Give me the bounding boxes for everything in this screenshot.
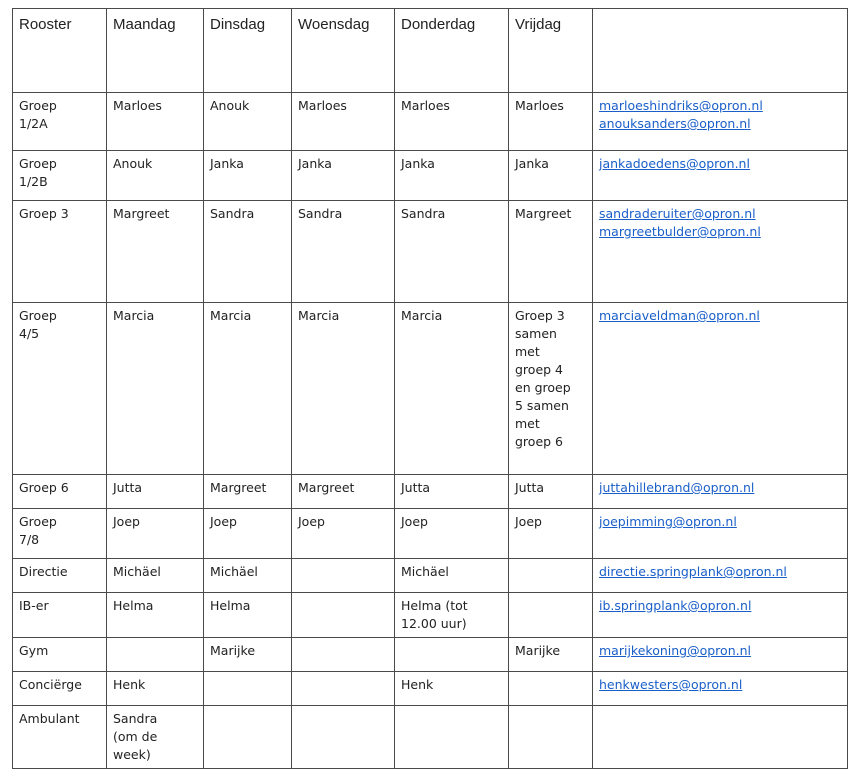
email-link[interactable]: jankadoedens@opron.nl: [599, 156, 750, 171]
cell-donderdag: [395, 475, 509, 509]
email-link[interactable]: marijkekoning@opron.nl: [599, 643, 751, 658]
cell-donderdag: [395, 593, 509, 638]
header-row: [13, 9, 848, 93]
cell-woensdag: [292, 672, 395, 706]
cell-text: groep 4: [515, 362, 563, 377]
row-label: Conciërge: [19, 677, 82, 692]
cell-text: Joep: [210, 514, 237, 529]
cell-donderdag: [395, 151, 509, 201]
cell-vrijdag: [509, 93, 593, 151]
cell-woensdag: [292, 475, 395, 509]
cell-text: Janka: [401, 156, 435, 171]
cell-vrijdag: [509, 706, 593, 769]
cell-text: Joep: [298, 514, 325, 529]
row-label: IB-er: [19, 598, 49, 613]
cell-maandag: [107, 706, 204, 769]
cell-maandag: [107, 672, 204, 706]
cell-woensdag: [292, 509, 395, 559]
row-label-cell: [13, 593, 107, 638]
cell-text: 12.00 uur): [401, 616, 467, 631]
cell-contact: [593, 706, 848, 769]
cell-dinsdag: [204, 638, 292, 672]
row-label: Groep 6: [19, 480, 69, 495]
cell-donderdag: [395, 638, 509, 672]
cell-text: Jutta: [401, 480, 431, 495]
cell-dinsdag: [204, 475, 292, 509]
cell-vrijdag: [509, 559, 593, 593]
cell-text: Sandra: [401, 206, 446, 221]
cell-text: Sandra: [113, 711, 158, 726]
cell-text: Sandra: [210, 206, 255, 221]
row-label: 7/8: [19, 532, 40, 547]
cell-contact: [593, 475, 848, 509]
cell-text: Margreet: [113, 206, 170, 221]
row-label-cell: [13, 706, 107, 769]
cell-text: Joep: [515, 514, 542, 529]
header-vrijdag: Vrijdag: [509, 9, 593, 93]
cell-text: Michäel: [210, 564, 258, 579]
table-row: [13, 93, 848, 151]
row-label: Groep: [19, 514, 57, 529]
cell-maandag: [107, 93, 204, 151]
cell-text: Janka: [515, 156, 549, 171]
cell-text: Jutta: [113, 480, 143, 495]
cell-text: Jutta: [515, 480, 545, 495]
cell-donderdag: [395, 706, 509, 769]
header-rooster: Rooster: [13, 9, 107, 93]
email-link[interactable]: henkwesters@opron.nl: [599, 677, 743, 692]
cell-dinsdag: [204, 672, 292, 706]
cell-woensdag: [292, 706, 395, 769]
cell-maandag: [107, 151, 204, 201]
cell-text: Joep: [401, 514, 428, 529]
cell-maandag: [107, 509, 204, 559]
row-label-cell: [13, 303, 107, 475]
cell-dinsdag: [204, 151, 292, 201]
cell-text: Anouk: [113, 156, 153, 171]
cell-text: Anouk: [210, 98, 250, 113]
cell-text: Margreet: [515, 206, 572, 221]
cell-maandag: [107, 593, 204, 638]
header-donderdag: Donderdag: [395, 9, 509, 93]
cell-text: samen: [515, 326, 557, 341]
cell-contact: [593, 509, 848, 559]
cell-vrijdag: [509, 672, 593, 706]
cell-dinsdag: [204, 303, 292, 475]
cell-text: 5 samen: [515, 398, 569, 413]
email-link[interactable]: marloeshindriks@opron.nl: [599, 98, 763, 113]
row-label: Gym: [19, 643, 49, 658]
cell-text: Michäel: [113, 564, 161, 579]
table-row: [13, 706, 848, 769]
row-label: Groep: [19, 98, 57, 113]
row-label-cell: [13, 201, 107, 303]
cell-text: Marloes: [515, 98, 564, 113]
email-link[interactable]: margreetbulder@opron.nl: [599, 224, 761, 239]
row-label: 1/2B: [19, 174, 48, 189]
header-contact: [593, 9, 848, 93]
cell-dinsdag: [204, 706, 292, 769]
cell-dinsdag: [204, 559, 292, 593]
table-row: [13, 303, 848, 475]
table-row: [13, 475, 848, 509]
cell-contact: [593, 93, 848, 151]
cell-text: Michäel: [401, 564, 449, 579]
cell-vrijdag: [509, 638, 593, 672]
cell-text: Marcia: [401, 308, 443, 323]
cell-text: Margreet: [298, 480, 355, 495]
row-label-cell: [13, 93, 107, 151]
email-link[interactable]: ib.springplank@opron.nl: [599, 598, 752, 613]
table-row: [13, 509, 848, 559]
cell-contact: [593, 151, 848, 201]
cell-woensdag: [292, 593, 395, 638]
cell-contact: [593, 303, 848, 475]
cell-vrijdag: [509, 151, 593, 201]
header-woensdag: Woensdag: [292, 9, 395, 93]
cell-text: en groep: [515, 380, 571, 395]
cell-text: met: [515, 416, 540, 431]
cell-contact: [593, 672, 848, 706]
cell-maandag: [107, 638, 204, 672]
row-label: Ambulant: [19, 711, 80, 726]
cell-donderdag: [395, 559, 509, 593]
cell-vrijdag: [509, 593, 593, 638]
cell-text: Henk: [113, 677, 146, 692]
row-label: Groep: [19, 308, 57, 323]
cell-woensdag: [292, 303, 395, 475]
cell-dinsdag: [204, 93, 292, 151]
cell-text: Marloes: [298, 98, 347, 113]
cell-text: Marijke: [515, 643, 561, 658]
cell-donderdag: [395, 201, 509, 303]
cell-text: groep 6: [515, 434, 563, 449]
cell-text: Sandra: [298, 206, 343, 221]
cell-woensdag: [292, 151, 395, 201]
row-label: 4/5: [19, 326, 40, 341]
cell-text: Marijke: [210, 643, 256, 658]
table-row: [13, 201, 848, 303]
row-label-cell: [13, 638, 107, 672]
email-link[interactable]: directie.springplank@opron.nl: [599, 564, 787, 579]
cell-dinsdag: [204, 509, 292, 559]
row-label-cell: [13, 672, 107, 706]
cell-donderdag: [395, 93, 509, 151]
cell-woensdag: [292, 93, 395, 151]
row-label-cell: [13, 151, 107, 201]
rooster-table: [12, 8, 848, 769]
cell-maandag: [107, 475, 204, 509]
email-link[interactable]: juttahillebrand@opron.nl: [599, 480, 755, 495]
cell-text: Margreet: [210, 480, 267, 495]
cell-contact: [593, 201, 848, 303]
table-row: [13, 593, 848, 638]
email-link[interactable]: joepimming@opron.nl: [599, 514, 737, 529]
email-link[interactable]: anouksanders@opron.nl: [599, 116, 751, 131]
header-maandag: Maandag: [107, 9, 204, 93]
row-label: Groep 3: [19, 206, 69, 221]
cell-vrijdag: [509, 509, 593, 559]
cell-maandag: [107, 559, 204, 593]
cell-donderdag: [395, 672, 509, 706]
email-link[interactable]: sandraderuiter@opron.nl: [599, 206, 756, 221]
cell-text: Helma: [113, 598, 154, 613]
cell-text: Marloes: [113, 98, 162, 113]
table-row: [13, 638, 848, 672]
header-dinsdag: Dinsdag: [204, 9, 292, 93]
cell-text: Marcia: [210, 308, 252, 323]
row-label-cell: [13, 509, 107, 559]
cell-vrijdag: [509, 201, 593, 303]
cell-text: met: [515, 344, 540, 359]
cell-contact: [593, 638, 848, 672]
cell-donderdag: [395, 509, 509, 559]
cell-text: Helma: [210, 598, 251, 613]
table-row: [13, 151, 848, 201]
cell-donderdag: [395, 303, 509, 475]
cell-text: Marcia: [113, 308, 155, 323]
table-row: [13, 559, 848, 593]
cell-maandag: [107, 303, 204, 475]
cell-contact: [593, 559, 848, 593]
cell-vrijdag: [509, 303, 593, 475]
cell-text: (om de: [113, 729, 158, 744]
cell-text: Marcia: [298, 308, 340, 323]
cell-text: Janka: [298, 156, 332, 171]
cell-text: Marloes: [401, 98, 450, 113]
cell-text: Helma (tot: [401, 598, 468, 613]
cell-vrijdag: [509, 475, 593, 509]
cell-dinsdag: [204, 201, 292, 303]
cell-woensdag: [292, 559, 395, 593]
cell-maandag: [107, 201, 204, 303]
cell-text: Janka: [210, 156, 244, 171]
table-row: [13, 672, 848, 706]
row-label: 1/2A: [19, 116, 48, 131]
cell-text: Henk: [401, 677, 434, 692]
row-label-cell: [13, 559, 107, 593]
cell-dinsdag: [204, 593, 292, 638]
cell-text: Joep: [113, 514, 140, 529]
cell-woensdag: [292, 201, 395, 303]
cell-contact: [593, 593, 848, 638]
row-label: Directie: [19, 564, 68, 579]
row-label-cell: [13, 475, 107, 509]
cell-text: Groep 3: [515, 308, 565, 323]
email-link[interactable]: marciaveldman@opron.nl: [599, 308, 760, 323]
row-label: Groep: [19, 156, 57, 171]
cell-woensdag: [292, 638, 395, 672]
cell-text: week): [113, 747, 151, 762]
